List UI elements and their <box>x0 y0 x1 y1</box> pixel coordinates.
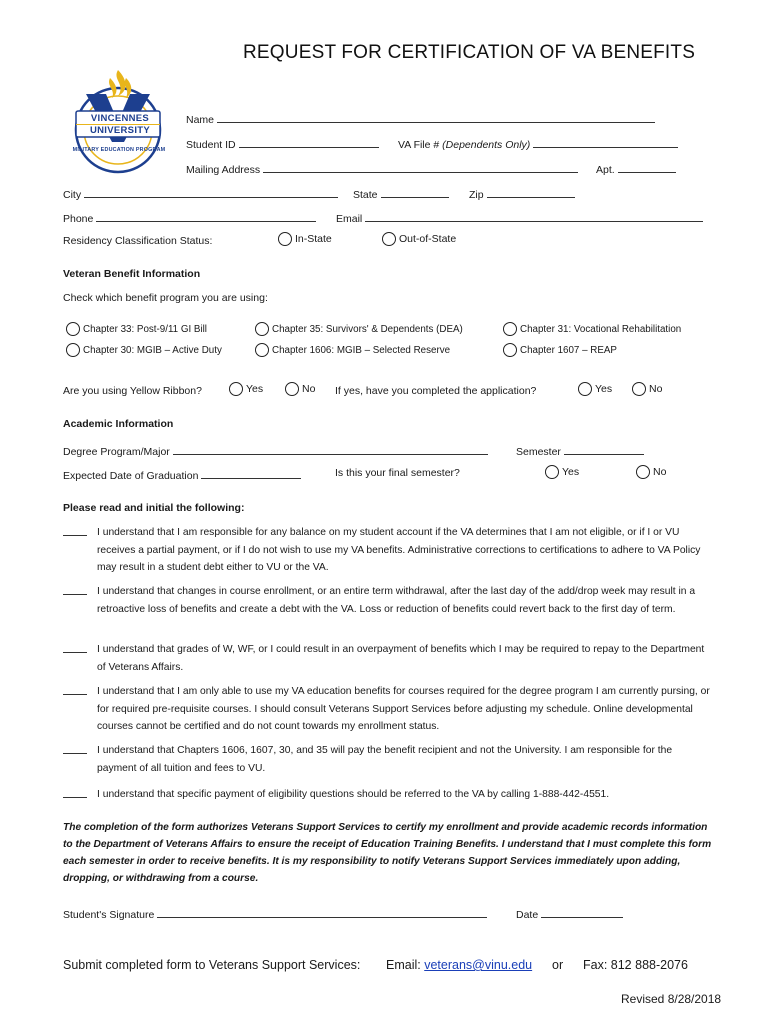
application-no-radio[interactable] <box>632 382 646 396</box>
state-row <box>353 186 449 201</box>
signature-input[interactable] <box>157 906 487 918</box>
graduation-row <box>63 467 301 482</box>
program-ch30-radio[interactable] <box>66 343 80 357</box>
degree-input[interactable] <box>173 443 488 455</box>
out-of-state-option[interactable] <box>382 232 456 246</box>
program-ch1606-radio[interactable] <box>255 343 269 357</box>
phone-row <box>63 210 316 225</box>
mailing-address-input[interactable] <box>263 161 578 173</box>
statement-item <box>63 786 713 804</box>
phone-input[interactable] <box>96 210 316 222</box>
final-semester-yes-option[interactable] <box>545 465 579 479</box>
program-ch31-radio[interactable] <box>503 322 517 336</box>
initial-input[interactable] <box>63 683 87 695</box>
final-semester-no-label: No <box>653 466 667 478</box>
application-question: If yes, have you completed the application? <box>335 385 537 397</box>
program-ch35-option[interactable] <box>255 322 463 336</box>
logo-text-line1: VINCENNES <box>90 113 150 124</box>
student-id-row <box>186 136 379 151</box>
apt-label: Apt. <box>596 164 615 176</box>
initial-input[interactable] <box>63 583 87 595</box>
phone-label: Phone <box>63 213 94 225</box>
statement-text: I understand that changes in course enrollment, or an entire term withdrawal, after the last day of the add/drop week may result in a retroactive loss of benefits and create a debt with the VA. Loss or reduction of benefits could revert back to the first day of term. <box>97 586 696 615</box>
student-id-label: Student ID <box>186 139 236 151</box>
statement-text: I understand that I am only able to use my VA education benefits for courses required for the degree program I am currently pursing, or for required pre-requisite courses. I should consult Veterans Support Services before adjusting my schedule. Online developmental courses cannot be certified and do not count towards my enrollment status. <box>97 686 710 732</box>
academic-heading: Academic Information <box>63 418 174 430</box>
logo-text-line2: UNIVERSITY <box>89 125 150 136</box>
student-id-input[interactable] <box>239 136 379 148</box>
signature-row <box>63 906 487 921</box>
veteran-benefit-heading: Veteran Benefit Information <box>63 268 201 280</box>
program-ch30-option[interactable] <box>66 343 222 357</box>
application-no-label: No <box>649 383 663 395</box>
benefit-prompt: Check which benefit program you are using: <box>63 292 268 304</box>
initial-input[interactable] <box>63 524 87 536</box>
program-ch35-radio[interactable] <box>255 322 269 336</box>
va-file-row <box>398 136 678 151</box>
final-semester-question: Is this your final semester? <box>335 467 460 479</box>
statement-text: I understand that grades of W, WF, or I could result in an overpayment of benefits which I may be required to repay to the Department of Veterans Affairs. <box>97 644 705 673</box>
application-yes-option[interactable] <box>578 382 612 396</box>
va-file-label: VA File # <box>398 139 440 151</box>
submit-email-row <box>386 958 532 972</box>
city-input[interactable] <box>84 186 338 198</box>
signature-date-row <box>516 906 623 921</box>
city-row <box>63 186 338 201</box>
yellow-ribbon-yes-label: Yes <box>246 383 264 395</box>
statement-item <box>63 742 713 777</box>
submit-email-label: Email: <box>386 958 421 972</box>
apt-input[interactable] <box>618 161 676 173</box>
yellow-ribbon-no-option[interactable] <box>285 382 315 396</box>
initial-input[interactable] <box>63 641 87 653</box>
state-input[interactable] <box>381 186 449 198</box>
in-state-radio[interactable] <box>278 232 292 246</box>
program-ch33-option[interactable] <box>66 322 207 336</box>
yellow-ribbon-yes-option[interactable] <box>229 382 263 396</box>
apt-row <box>596 161 676 176</box>
va-file-input[interactable] <box>533 136 678 148</box>
program-ch1607-radio[interactable] <box>503 343 517 357</box>
mailing-address-label: Mailing Address <box>186 164 261 176</box>
zip-input[interactable] <box>487 186 575 198</box>
degree-row <box>63 443 488 458</box>
form-title: REQUEST FOR CERTIFICATION OF VA BENEFITS <box>243 42 696 63</box>
program-ch1607-label: Chapter 1607 – REAP <box>520 344 617 356</box>
final-semester-no-option[interactable] <box>636 465 666 479</box>
in-state-label: In-State <box>295 233 332 245</box>
degree-label: Degree Program/Major <box>63 446 170 458</box>
email-row <box>336 210 703 225</box>
program-ch1606-label: Chapter 1606: MGIB – Selected Reserve <box>272 344 451 356</box>
final-semester-yes-label: Yes <box>562 466 580 478</box>
program-ch31-label: Chapter 31: Vocational Rehabilitation <box>520 323 682 335</box>
program-ch35-label: Chapter 35: Survivors' & Dependents (DEA) <box>272 323 463 335</box>
initials-heading: Please read and initial the following: <box>63 502 245 514</box>
semester-label: Semester <box>516 446 561 458</box>
out-of-state-radio[interactable] <box>382 232 396 246</box>
submit-email-link[interactable]: veterans@vinu.edu <box>424 958 533 972</box>
submit-fax: Fax: 812 888-2076 <box>583 958 688 972</box>
statement-text: I understand that I am responsible for any balance on my student account if the VA determines that I am not eligible, or if I or VU receives a partial payment, or if I do not wish to use my VA benefits. Administrative corrections to certifications to adhere to VA Policy may result in a student debt either to VU or the VA. <box>97 527 701 573</box>
mailing-address-row <box>186 161 578 176</box>
email-label: Email <box>336 213 363 225</box>
application-yes-radio[interactable] <box>578 382 592 396</box>
statement-text: I understand that specific payment of eligibility questions should be referred to the VA by calling 1-888-442-4551. <box>97 789 610 800</box>
yellow-ribbon-no-label: No <box>302 383 316 395</box>
state-label: State <box>353 189 378 201</box>
name-row <box>186 111 655 126</box>
yellow-ribbon-yes-radio[interactable] <box>229 382 243 396</box>
submit-or: or <box>552 958 564 972</box>
semester-row <box>516 443 644 458</box>
statement-item <box>63 524 713 577</box>
initial-input[interactable] <box>63 786 87 798</box>
yellow-ribbon-no-radio[interactable] <box>285 382 299 396</box>
signature-label: Student's Signature <box>63 909 155 921</box>
authorization-notice: The completion of the form authorizes Veterans Support Services to certify my enrollment and provide academic records information to the Department of Veterans Affairs to ensure the receipt of Education Training Benefits. I understand that I must complete this form each semester in order to receive benefits. It is my responsibility to notify Veterans Support Services immediately upon adding, dropping, or withdrawing from a course. <box>63 822 712 884</box>
residency-label: Residency Classification Status: <box>63 235 213 247</box>
logo-arc-text: MILITARY EDUCATION PROGRAM <box>72 147 166 153</box>
statement-item <box>63 583 713 618</box>
statement-item <box>63 641 713 676</box>
city-label: City <box>63 189 82 201</box>
program-ch30-label: Chapter 30: MGIB – Active Duty <box>83 344 222 356</box>
program-ch33-label: Chapter 33: Post-9/11 GI Bill <box>83 323 207 335</box>
graduation-label: Expected Date of Graduation <box>63 470 199 482</box>
yellow-ribbon-question: Are you using Yellow Ribbon? <box>63 385 202 397</box>
graduation-input[interactable] <box>201 467 301 479</box>
signature-date-input[interactable] <box>541 906 623 918</box>
revised-date: Revised 8/28/2018 <box>621 992 722 1006</box>
signature-date-label: Date <box>516 909 539 921</box>
va-file-note: (Dependents Only) <box>442 139 531 151</box>
program-ch31-option[interactable] <box>503 322 681 336</box>
email-input[interactable] <box>365 210 703 222</box>
initial-input[interactable] <box>63 742 87 754</box>
in-state-option[interactable] <box>278 232 332 246</box>
submit-instruction: Submit completed form to Veterans Support Services: <box>63 958 361 972</box>
name-label: Name <box>186 114 215 126</box>
out-of-state-label: Out-of-State <box>399 233 457 245</box>
semester-input[interactable] <box>564 443 644 455</box>
zip-row <box>469 186 575 201</box>
zip-label: Zip <box>469 189 484 201</box>
final-semester-yes-radio[interactable] <box>545 465 559 479</box>
statement-item <box>63 683 713 736</box>
statement-text: I understand that Chapters 1606, 1607, 30, and 35 will pay the benefit recipient and not the University. I am responsible for the payment of all tuition and fees to VU. <box>97 745 673 774</box>
name-input[interactable] <box>217 111 655 123</box>
final-semester-no-radio[interactable] <box>636 465 650 479</box>
program-ch1607-option[interactable] <box>503 343 617 357</box>
program-ch33-radio[interactable] <box>66 322 80 336</box>
application-yes-label: Yes <box>595 383 613 395</box>
program-ch1606-option[interactable] <box>255 343 450 357</box>
application-no-option[interactable] <box>632 382 662 396</box>
